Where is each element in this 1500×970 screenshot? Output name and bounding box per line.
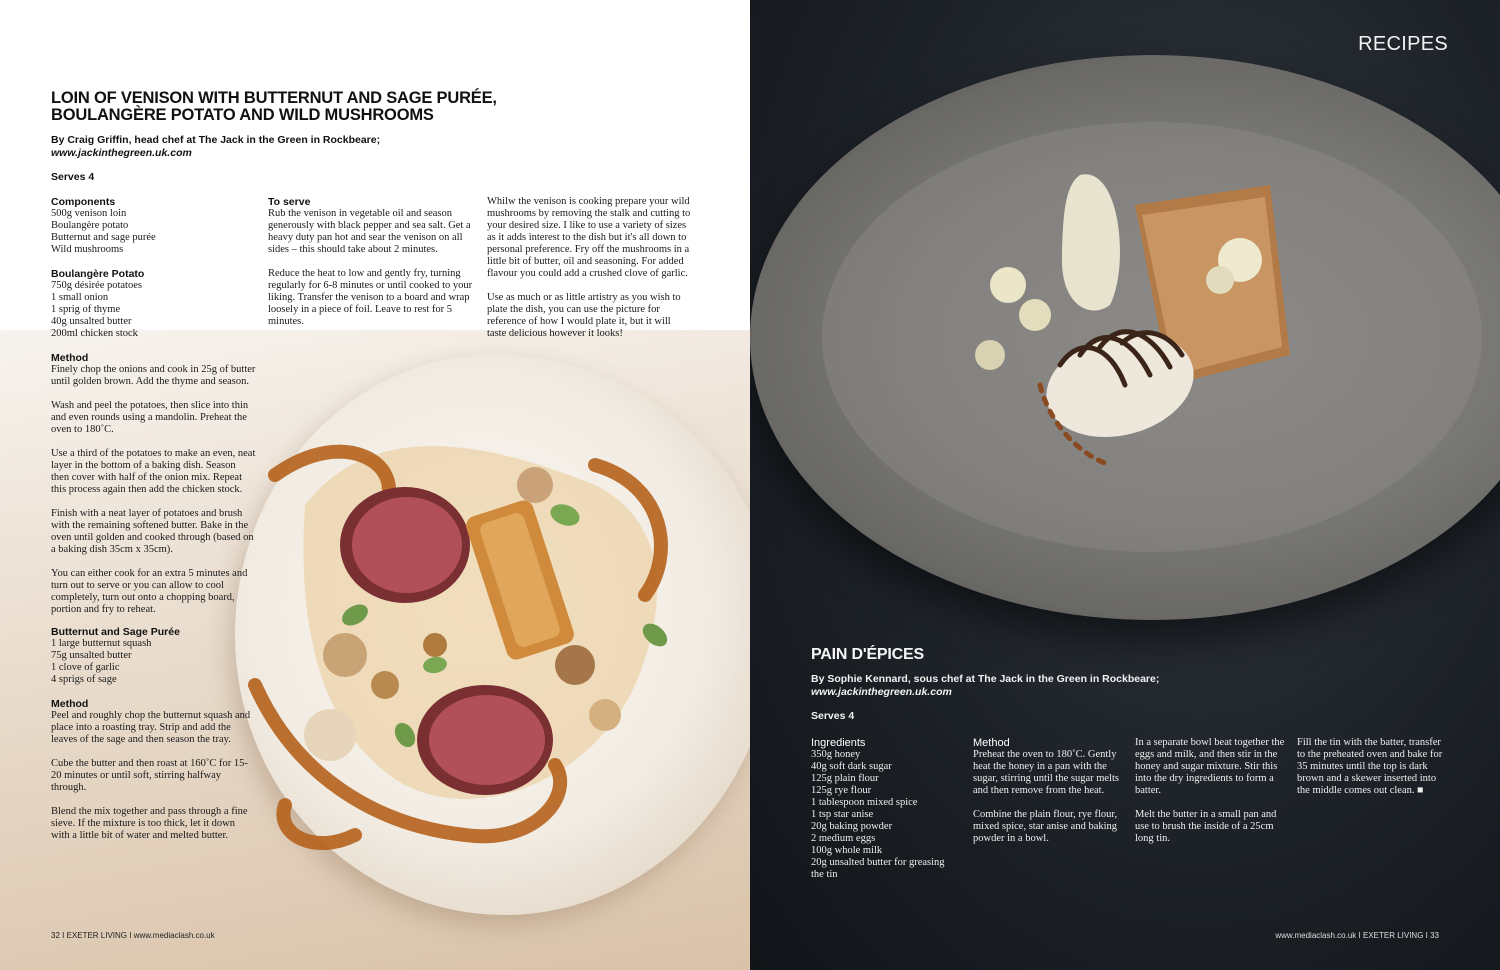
list-item: Butternut and sage purée: [51, 232, 156, 243]
page-footer-right: www.mediaclash.co.uk I EXETER LIVING I 33: [1275, 931, 1439, 940]
to-serve-paragraph: Reduce the heat to low and gently fry, turning regularly for 6-8 minutes or until cooked to your liking. Transfer the venison to a board and wrap loosely in a piece of foil. Leave to rest for 5 minutes.: [268, 268, 473, 327]
recipe-column-2: [268, 196, 473, 340]
list-item: 40g unsalted butter: [51, 316, 132, 327]
list-item: 1 sprig of thyme: [51, 304, 121, 315]
method-paragraph: In a separate bowl beat together the eggs and milk, and then stir in the honey and sugar mixture. Stir this into the dry ingredients to form a batter.: [1135, 737, 1285, 796]
boulangere-list: [51, 280, 256, 340]
list-item: 1 small onion: [51, 292, 109, 303]
venison-dish-photo: [235, 355, 750, 915]
mushroom-paragraph: Whilw the venison is cooking prepare your wild mushrooms by removing the stalk and cutting to your desired size. I like to use a variety of sizes as it adds interest to the dish but it's all down to personal preference. Fry off the mushrooms in a little bit of butter, oil and seasoning. For added flavour you could add a crushed clove of garlic.: [487, 196, 691, 279]
pain-depices-recipe: [811, 646, 1461, 722]
to-serve-heading: To serve: [268, 196, 311, 208]
serves-count: Serves 4: [811, 710, 855, 722]
section-label: RECIPES: [1358, 33, 1448, 55]
recipe-column-3: [487, 196, 692, 352]
venison-recipe: [51, 90, 711, 183]
method-paragraph: Wash and peel the potatoes, then slice into thin and even rounds using a mandolin. Preheat the oven to 180˚C.: [51, 400, 249, 435]
boulangere-heading: Boulangère Potato: [51, 268, 145, 280]
list-item: 2 medium eggs: [811, 833, 876, 844]
recipe-column-1: [51, 196, 256, 854]
serves-count: Serves 4: [51, 171, 95, 183]
list-item: 125g plain flour: [811, 773, 879, 784]
components-list: [51, 208, 256, 256]
method-paragraph: Melt the butter in a small pan and use to brush the inside of a 25cm long tin.: [1135, 809, 1277, 844]
byline-url[interactable]: www.jackinthegreen.uk.com: [811, 685, 952, 698]
list-item: 20g unsalted butter for greasing the tin: [811, 857, 945, 880]
list-item: Boulangère potato: [51, 220, 129, 231]
ingredients-column: [811, 737, 961, 881]
method-heading: Method: [51, 352, 89, 364]
list-item: 4 sprigs of sage: [51, 674, 117, 685]
puree-list: [51, 638, 256, 686]
method-paragraph: Finish with a neat layer of potatoes and brush with the remaining softened butter. Bake in the oven until golden and cooked through (based on a baking dish 35cm x 35cm).: [51, 508, 254, 555]
method-column-3: [1297, 737, 1447, 809]
plating-paragraph: Use as much or as little artistry as you wish to plate the dish, you can use the picture for reference of how I would plate it, but it will taste delicious however it looks!: [487, 292, 681, 339]
byline-url[interactable]: www.jackinthegreen.uk.com: [51, 146, 192, 159]
list-item: 500g venison loin: [51, 208, 127, 219]
recipe-title: PAIN D'ÉPICES: [811, 646, 924, 663]
list-item: 125g rye flour: [811, 785, 872, 796]
venison-dish-illustration: [235, 355, 750, 915]
list-item: 1 tablespoon mixed spice: [811, 797, 918, 808]
list-item: 1 large butternut squash: [51, 638, 152, 649]
method-paragraph: Combine the plain flour, rye flour, mixed spice, star anise and baking powder in a bowl.: [973, 809, 1118, 844]
title-line-1: LOIN OF VENISON WITH BUTTERNUT AND SAGE PURÉE,: [51, 89, 497, 107]
list-item: 1 tsp star anise: [811, 809, 874, 820]
dessert-dish-illustration: [750, 55, 1500, 620]
list-item: 100g whole milk: [811, 845, 883, 856]
pain-depices-dish-photo: [750, 55, 1500, 620]
list-item: 40g soft dark sugar: [811, 761, 892, 772]
page-footer-left: 32 I EXETER LIVING I www.mediaclash.co.uk: [51, 931, 215, 940]
ingredients-list: [811, 749, 961, 881]
recipe-byline: [811, 673, 1461, 698]
method-paragraph: Peel and roughly chop the butternut squash and place into a roasting tray. Strip and add the leaves of the sage and then season the tray.: [51, 710, 251, 745]
list-item: Wild mushrooms: [51, 244, 124, 255]
components-heading: Components: [51, 196, 116, 208]
method-paragraph: Blend the mix together and pass through a fine sieve. If the mixture is too thick, let it down with a little bit of water and melted butter.: [51, 806, 248, 841]
list-item: 750g désirée potatoes: [51, 280, 142, 291]
method-paragraph: Fill the tin with the batter, transfer to the preheated oven and bake for 35 minutes until the top is dark brown and a skewer inserted into the middle comes out clean. ■: [1297, 737, 1443, 796]
recipe-title: [51, 90, 711, 124]
method-column-2: [1135, 737, 1285, 857]
list-item: 20g baking powder: [811, 821, 893, 832]
byline-text: By Craig Griffin, head chef at The Jack in the Green in Rockbeare;: [51, 134, 381, 146]
ingredients-heading: Ingredients: [811, 737, 866, 749]
list-item: 200ml chicken stock: [51, 328, 138, 339]
title-line-2: BOULANGÈRE POTATO AND WILD MUSHROOMS: [51, 106, 434, 124]
recipe-byline: [51, 134, 711, 159]
method-column: [973, 737, 1123, 857]
method-paragraph: You can either cook for an extra 5 minutes and turn out to serve or you can allow to cool completely, turn out onto a chopping board, portion and fry to reheat.: [51, 568, 248, 615]
method-paragraph: Cube the butter and then roast at 160˚C for 15-20 minutes or until soft, stirring halfway through.: [51, 758, 248, 793]
method-paragraph: Use a third of the potatoes to make an even, neat layer in the bottom of a baking dish. Season then cover with half of the onion mix. Repeat this process again then add the chicken stock.: [51, 448, 256, 495]
method-paragraph: Finely chop the onions and cook in 25g of butter until golden brown. Add the thyme and season.: [51, 364, 256, 387]
right-page: [750, 0, 1500, 970]
list-item: 1 clove of garlic: [51, 662, 120, 673]
list-item: 350g honey: [811, 749, 861, 760]
puree-heading: Butternut and Sage Purée: [51, 626, 180, 638]
method-heading: Method: [51, 698, 89, 710]
method-heading: Method: [973, 737, 1010, 749]
list-item: 75g unsalted butter: [51, 650, 132, 661]
to-serve-paragraph: Rub the venison in vegetable oil and season generously with black pepper and sea salt. Get a heavy duty pan hot and sear the venison on all sides – this should take about 2 minutes.: [268, 208, 471, 255]
method-paragraph: Preheat the oven to 180˚C. Gently heat the honey in a pan with the sugar, stirring until the sugar melts and then remove from the heat.: [973, 749, 1119, 796]
byline-text: By Sophie Kennard, sous chef at The Jack in the Green in Rockbeare;: [811, 673, 1160, 685]
